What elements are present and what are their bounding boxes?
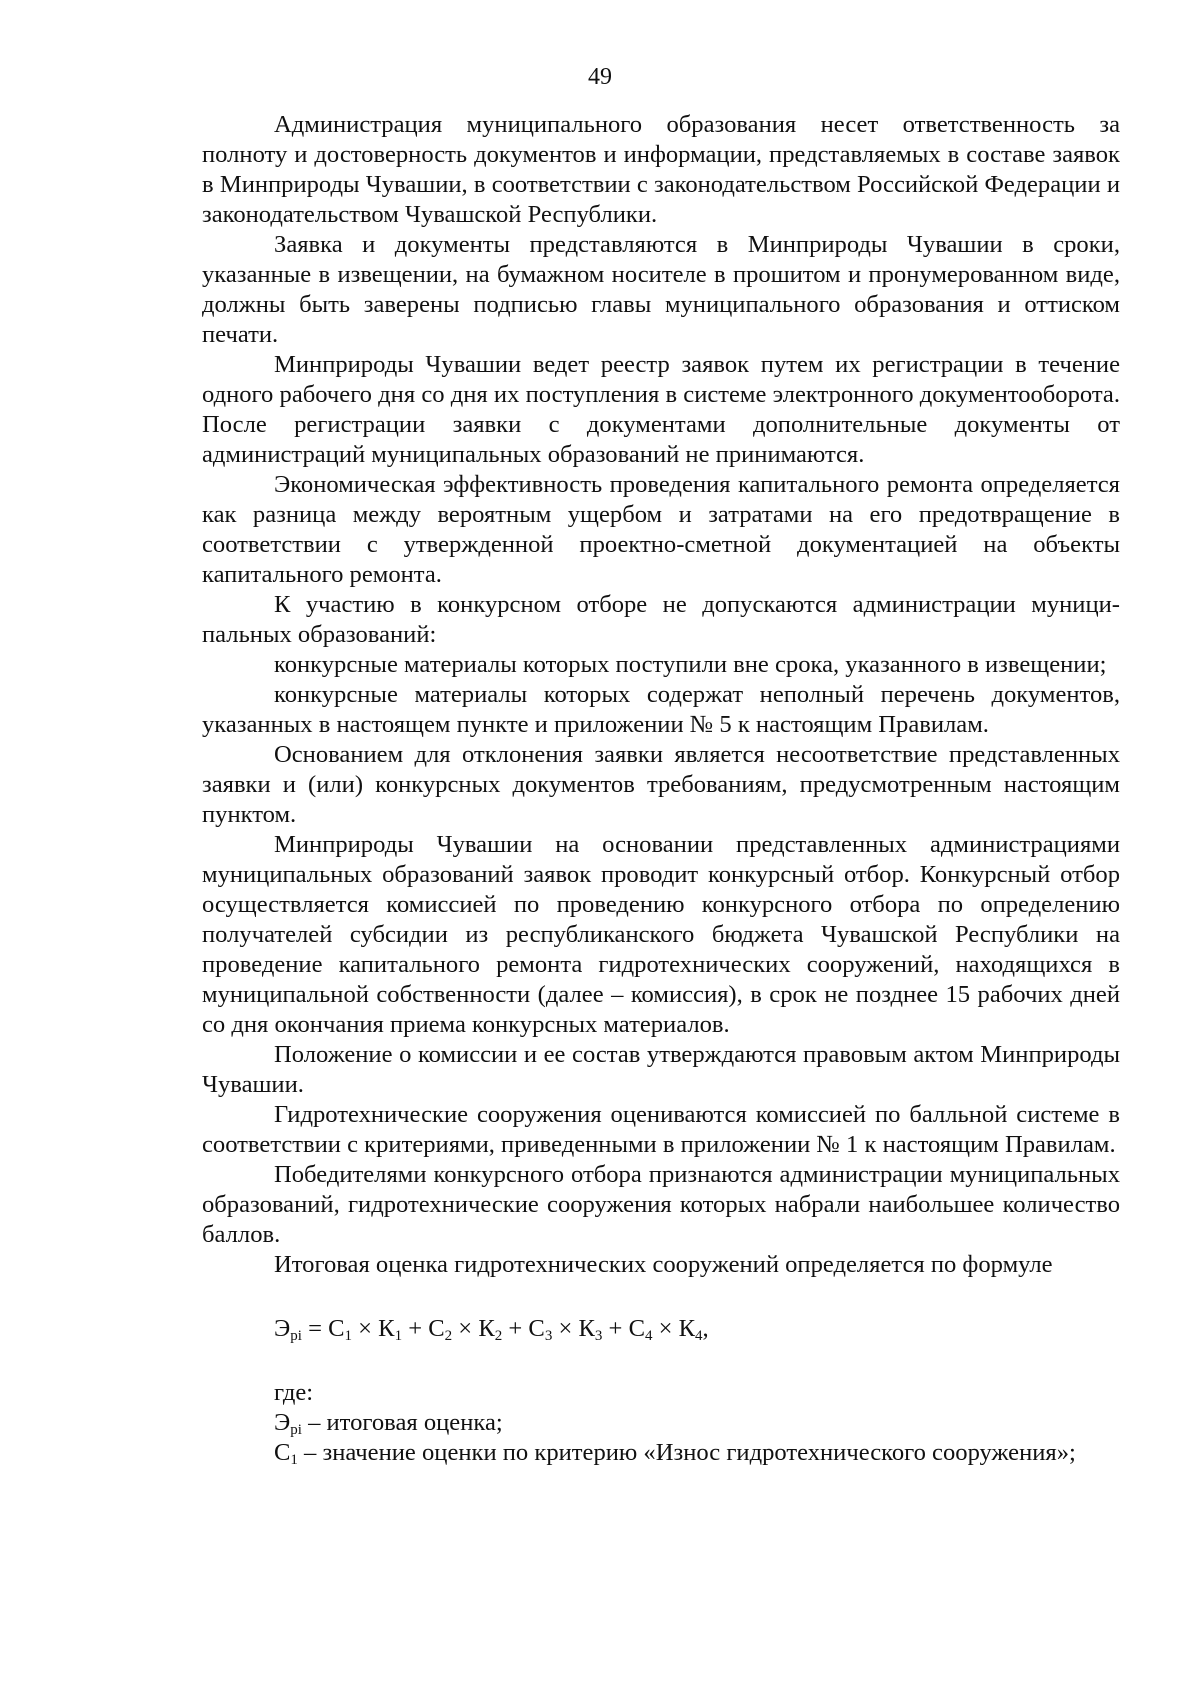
formula-operator: ×: [552, 1315, 579, 1342]
formula-symbol: С: [528, 1315, 545, 1342]
formula-symbol: К: [578, 1315, 595, 1342]
formula-operator: +: [402, 1315, 429, 1342]
formula-symbol: К: [678, 1315, 696, 1342]
list-item: конкурсные материалы которых поступили вне срока, указанного в извещении;: [274, 651, 1107, 678]
formula-operator: +: [602, 1315, 629, 1342]
paragraph: Победителями конкурсного отбора признаются администрации муниципальных образований, гидротехнические сооружения которых набрали наибольшее количество баллов.: [202, 1161, 1120, 1248]
formula-subscript: 2: [494, 1328, 503, 1344]
paragraph: Минприроды Чувашии на основании представленных администрациями муниципальных образований заявок проводит конкурсный отбор. Конкурсный отбор осуществляется комиссией по проведению конкурсного отбора по определению получателей субсидии из республиканского бюджета Чувашской Республики на проведение капитального ремонта гидротехнических сооружений, находящихся в муниципальной собственности (далее – комиссия), в срок не позднее 15 рабочих дней со дня окончания приема конкурсных материалов.: [202, 831, 1120, 1038]
definition-subscript: pi: [290, 1422, 302, 1438]
definition-subscript: 1: [290, 1452, 298, 1468]
where-label: где:: [274, 1379, 314, 1406]
formula-subscript: 4: [695, 1328, 703, 1344]
formula-symbol: С: [428, 1315, 445, 1342]
formula-operator: ×: [652, 1315, 679, 1342]
paragraph: Основанием для отклонения заявки является несоответствие представленных заявки и (или) конкурсных документов требованиям, предусмотренным настоящим пунктом.: [202, 741, 1120, 828]
definition-symbol: С: [274, 1439, 291, 1466]
paragraph: Положение о комиссии и ее состав утверждаются правовым актом Минприроды Чувашии.: [202, 1041, 1120, 1098]
definition-item: [202, 1438, 1120, 1468]
formula-subscript: 4: [644, 1328, 653, 1344]
paragraph: Администрация муниципального образования несет ответственность за полноту и достоверность документов и информации, представляемых в составе заявок в Минприроды Чувашии, в соответствии с законодательством Российской Федерации и законодательством Чувашской Республики.: [202, 111, 1120, 228]
formula: [202, 1314, 1120, 1344]
formula-subscript: pi: [290, 1328, 302, 1344]
formula-symbol: Э: [274, 1315, 291, 1342]
formula-operator: ×: [352, 1315, 379, 1342]
list-item: конкурсные материалы которых содержат неполный перечень документов, указанных в настоящем пункте и приложении № 5 к настоящим Правилам.: [202, 681, 1120, 738]
page-number: 49: [588, 64, 612, 90]
definition-symbol: Э: [274, 1409, 291, 1436]
document-body: [202, 110, 1120, 1468]
paragraph: Экономическая эффективность проведения капитального ремонта определяется как разница между вероятным ущербом и затратами на его предотвращение в соответствии с утвержденной проектно-сметной документацией на объекты капитального ремонта.: [202, 471, 1120, 588]
paragraph: Итоговая оценка гидротехнических сооружений определяется по формуле: [274, 1251, 1053, 1278]
formula-operator: ×: [452, 1315, 479, 1342]
formula-subscript: 1: [344, 1328, 352, 1344]
paragraph: Гидротехнические сооружения оцениваются комиссией по балльной системе в соответствии с критериями, приведенными в приложении № 1 к настоящим Правилам.: [202, 1101, 1120, 1158]
formula-operator: =: [301, 1315, 329, 1342]
formula-symbol: К: [378, 1315, 395, 1342]
definition-item: [202, 1408, 1120, 1438]
formula-operator: +: [502, 1315, 529, 1342]
formula-subscript: 3: [594, 1328, 603, 1344]
formula-subscript: 3: [544, 1328, 553, 1344]
formula-subscript: 2: [444, 1328, 453, 1344]
paragraph: К участию в конкурсном отборе не допускаются администрации муниципальных образований:: [202, 591, 1120, 648]
definition-text: – значение оценки по критерию «Износ гидротехнического сооружения»;: [297, 1439, 1076, 1466]
formula-subscript: 1: [394, 1328, 403, 1344]
paragraph: Заявка и документы представляются в Минприроды Чувашии в сроки, указанные в извещении, на бумажном носителе в прошитом и пронумерованном виде, должны быть заверены подписью главы муниципального образования и оттиском печати.: [202, 231, 1120, 348]
formula-symbol: С: [328, 1315, 345, 1342]
formula-symbol: К: [478, 1315, 495, 1342]
formula-symbol: С: [628, 1315, 645, 1342]
paragraph: Минприроды Чувашии ведет реестр заявок путем их регистрации в течение одного рабочего дня со дня их поступления в системе электронного документооборота. После регистрации заявки с документами дополнительные документы от администраций муниципальных образований не принимаются.: [202, 351, 1120, 468]
formula-punctuation: ,: [702, 1315, 709, 1342]
definition-text: – итоговая оценка;: [301, 1409, 503, 1436]
